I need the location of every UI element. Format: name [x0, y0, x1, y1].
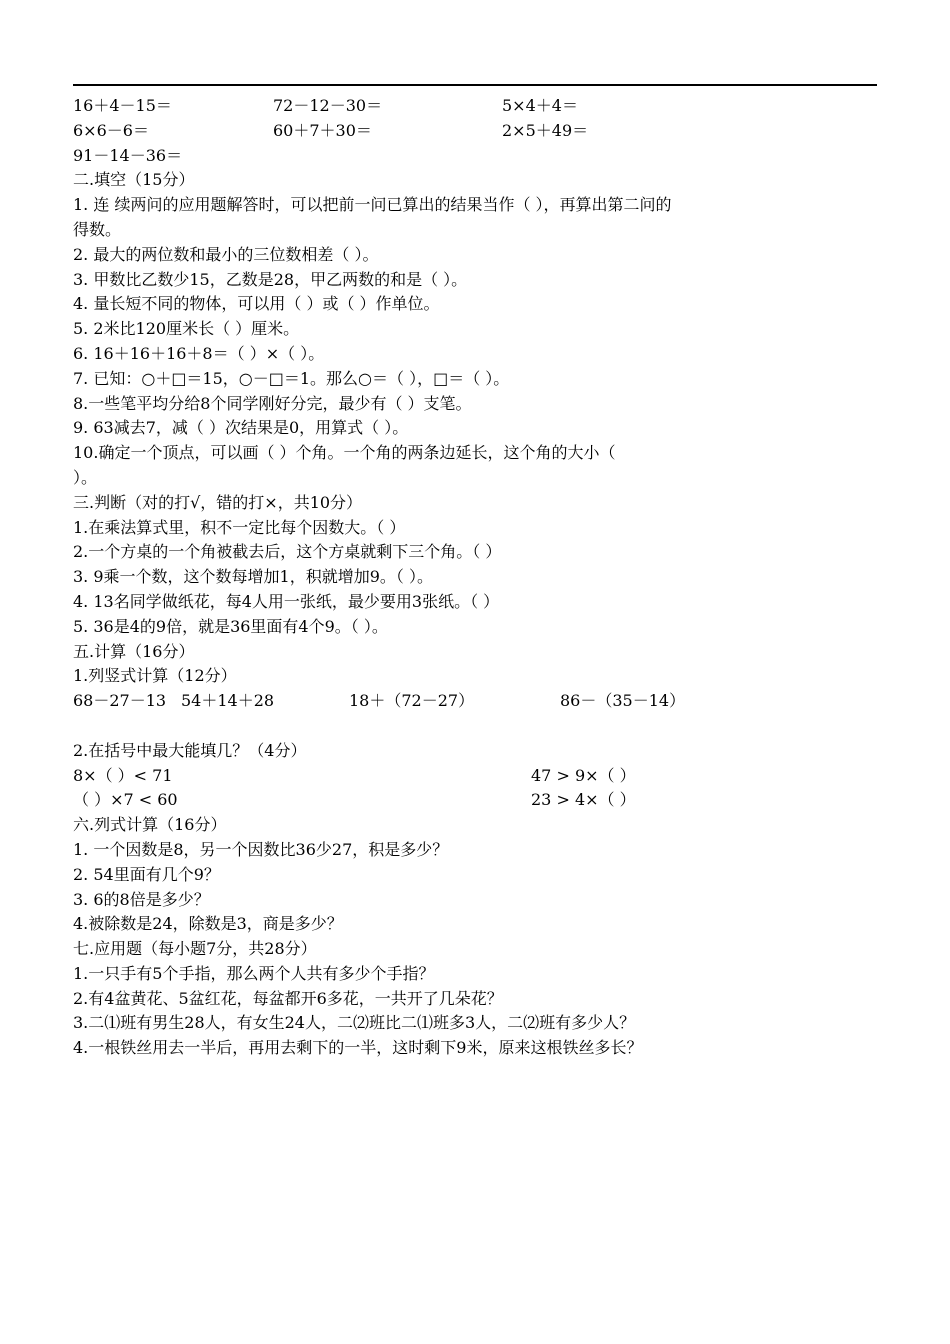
calc-item: 60＋7＋30＝	[273, 120, 372, 140]
judge-question-3: 3. 9乘一个数，这个数每增加1，积就增加9。（ ）。	[73, 567, 433, 587]
judge-question-4: 4. 13名同学做纸花，每4人用一张纸，最少要用3张纸。（ ）	[73, 591, 500, 611]
vertical-calc-item: 18＋（72－27）	[349, 691, 475, 711]
fill-question-9: 9. 63减去7，减（ ）次结果是0，用算式（ ）。	[73, 418, 409, 438]
max-fill-item: 47 > 9×（ ）	[531, 765, 636, 785]
vertical-calc-item: 54＋14＋28	[181, 691, 275, 711]
judge-question-1: 1.在乘法算式里，积不一定比每个因数大。（ ）	[73, 517, 406, 537]
vertical-calc-item: 68－27－13	[73, 691, 167, 711]
calc-subheading-max-fill: 2.在括号中最大能填几？（4分）	[73, 740, 307, 760]
work-space	[73, 714, 879, 739]
fill-question-3: 3. 甲数比乙数少15，乙数是28，甲乙两数的和是（ ）。	[73, 269, 468, 289]
word-problem-3: 3.二⑴班有男生28人，有女生24人，二⑵班比二⑴班多3人，二⑵班有多少人？	[73, 1013, 636, 1033]
worksheet-content	[73, 94, 879, 1061]
judge-question-5: 5. 36是4的9倍，就是36里面有4个9。（ ）。	[73, 616, 388, 636]
fill-question-5: 5. 2米比120厘米长（ ）厘米。	[73, 319, 300, 339]
calc-row	[73, 144, 879, 169]
max-fill-item: 23 > 4×（ ）	[531, 790, 636, 810]
fill-question-4: 4. 量长短不同的物体，可以用（ ）或（ ）作单位。	[73, 294, 440, 314]
fill-question-10-continued: ）。	[73, 467, 98, 487]
fill-question-7: 7. 已知：○＋□＝15，○－□＝1。那么○＝（ ），□＝（ ）。	[73, 368, 510, 388]
section-heading-fill-blank: 二.填空（15分）	[73, 170, 195, 190]
word-problem-1: 1.一只手有5个手指，那么两个人共有多少个手指？	[73, 963, 435, 983]
fill-question-1-continued: 得数。	[73, 219, 122, 239]
calc-item: 2×5＋49＝	[502, 120, 589, 140]
equation-question-2: 2. 54里面有几个9？	[73, 864, 220, 884]
calc-item: 16＋4－15＝	[73, 96, 172, 115]
word-problem-2: 2.有4盆黄花、5盆红花，每盆都开6多花，一共开了几朵花？	[73, 988, 503, 1008]
calc-row	[73, 119, 879, 144]
calc-item: 91－14－36＝	[73, 145, 183, 165]
fill-question-8: 8.一些笔平均分给8个同学刚好分完，最少有（ ）支笔。	[73, 393, 472, 413]
max-fill-item: （ ）×7 < 60	[73, 790, 178, 810]
calc-item: 72－12－30＝	[273, 96, 383, 115]
fill-question-6: 6. 16＋16＋16＋8＝（ ）×（ ）。	[73, 343, 325, 363]
judge-question-2: 2.一个方桌的一个角被截去后，这个方桌就剩下三个角。（ ）	[73, 542, 502, 562]
section-heading-calculation: 五.计算（16分）	[73, 641, 195, 661]
equation-question-3: 3. 6的8倍是多少？	[73, 889, 210, 909]
section-heading-judge: 三.判断（对的打√，错的打×，共10分）	[73, 492, 363, 512]
word-problem-4: 4.一根铁丝用去一半后，再用去剩下的一半，这时剩下9米，原来这根铁丝多长？	[73, 1038, 643, 1058]
max-fill-item: 8×（ ）< 71	[73, 765, 173, 785]
calc-item: 5×4＋4＝	[502, 96, 578, 115]
vertical-calc-row	[73, 689, 879, 714]
fill-question-1: 1. 连 续两问的应用题解答时，可以把前一问已算出的结果当作（ ），再算出第二问的	[73, 195, 672, 215]
max-fill-row	[73, 764, 879, 789]
calc-subheading-vertical: 1.列竖式计算（12分）	[73, 666, 237, 686]
equation-question-4: 4.被除数是24，除数是3，商是多少？	[73, 914, 343, 934]
vertical-calc-item: 86－（35－14）	[560, 691, 686, 711]
header-rule	[73, 84, 877, 86]
equation-question-1: 1. 一个因数是8，另一个因数比36少27，积是多少？	[73, 839, 449, 859]
section-heading-equation: 六.列式计算（16分）	[73, 815, 227, 835]
max-fill-row	[73, 788, 879, 813]
calc-row	[73, 94, 879, 119]
section-heading-word-problems: 七.应用题（每小题7分，共28分）	[73, 939, 317, 959]
fill-question-10: 10.确定一个顶点，可以画（ ）个角。一个角的两条边延长，这个角的大小（	[73, 443, 616, 463]
calc-item: 6×6－6＝	[73, 120, 149, 140]
fill-question-2: 2. 最大的两位数和最小的三位数相差（ ）。	[73, 244, 379, 264]
